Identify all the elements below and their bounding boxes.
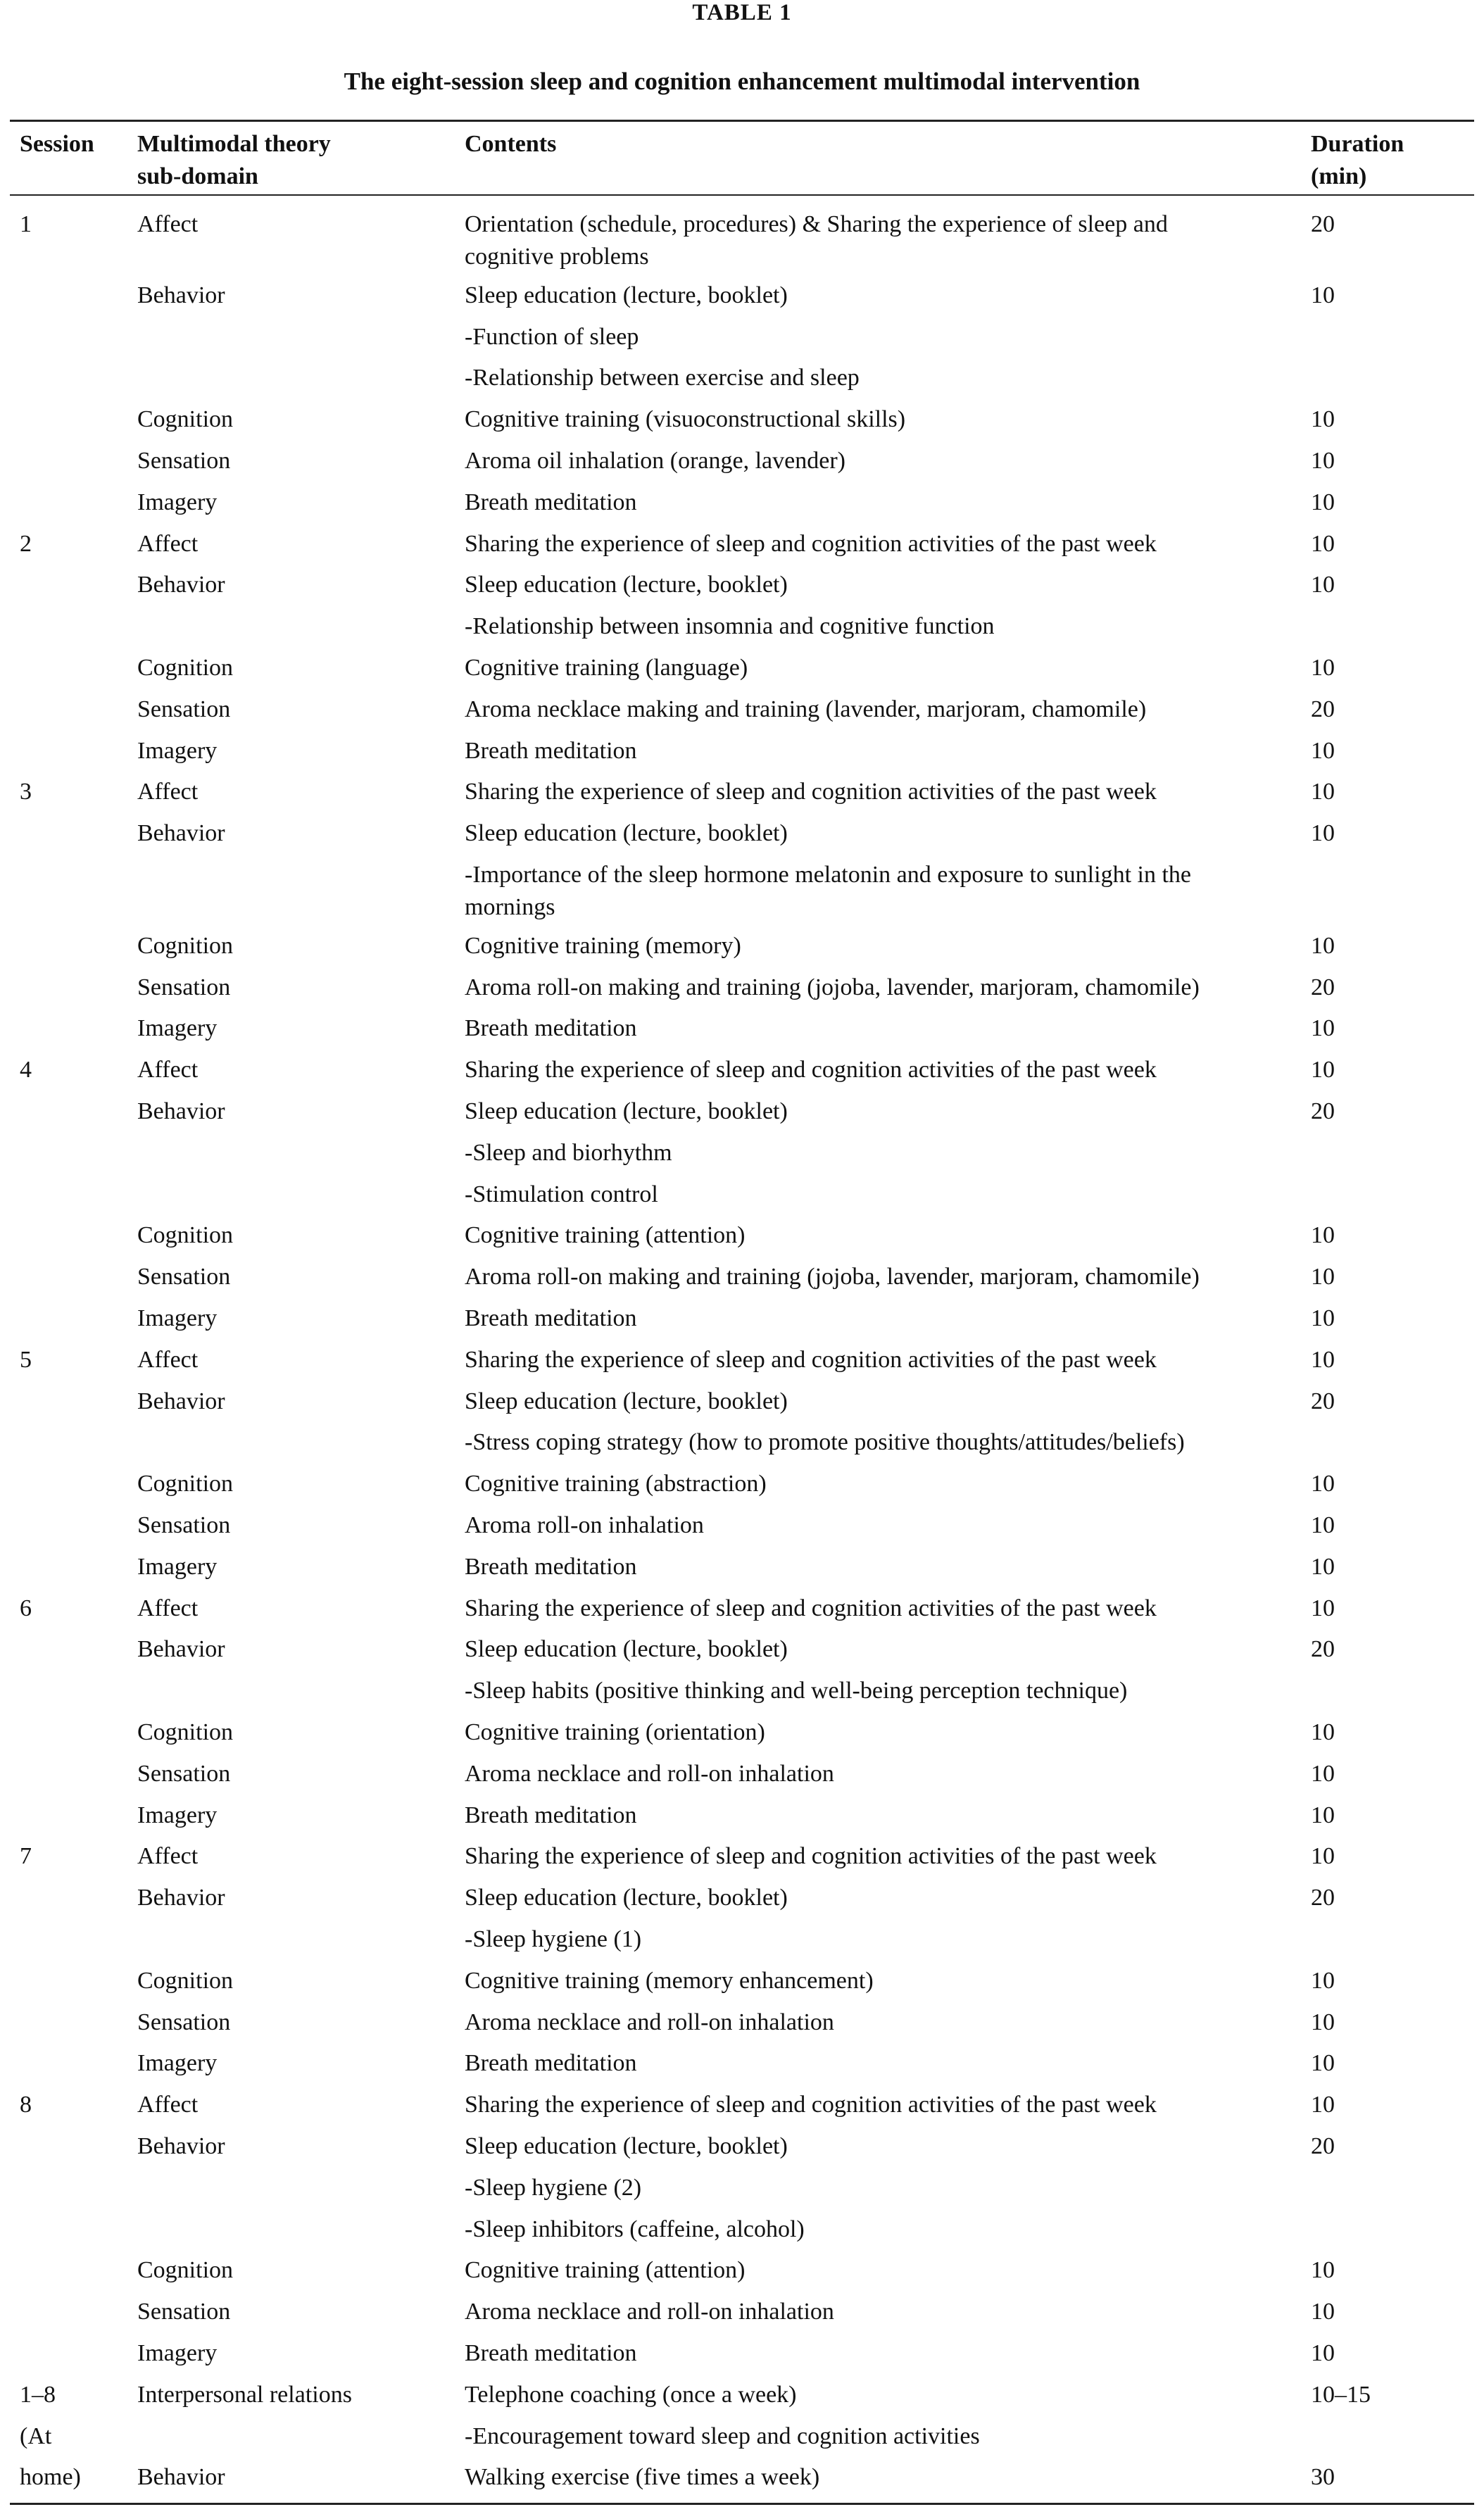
cell-contents: Sharing the experience of sleep and cognition activities of the past week [465, 1346, 1157, 1373]
bottom-rule [10, 2503, 1474, 2505]
cell-duration: 10 [1311, 448, 1335, 474]
cell-domain: Sensation [137, 2299, 231, 2325]
cell-duration: 10 [1311, 1346, 1335, 1373]
cell-duration: 10 [1311, 1553, 1335, 1580]
cell-duration: 10 [1311, 1471, 1335, 1497]
cell-contents: Aroma necklace and roll-on inhalation [465, 2299, 834, 2325]
cell-contents: -Sleep hygiene (1) [465, 1926, 642, 1952]
cell-duration: 10 [1311, 820, 1335, 847]
cell-domain: Behavior [137, 572, 225, 598]
cell-domain: Cognition [137, 655, 234, 681]
cell-contents: Sleep education (lecture, booklet) [465, 282, 788, 308]
cell-duration: 10 [1311, 737, 1335, 764]
cell-duration: 10 [1311, 2009, 1335, 2035]
cell-session: 8 [20, 2092, 32, 2118]
cell-session: 7 [20, 1843, 32, 1870]
cell-domain: Sensation [137, 974, 231, 1000]
cell-contents: Sleep education (lecture, booklet) [465, 820, 788, 847]
cell-domain: Behavior [137, 1098, 225, 1124]
cell-session: 6 [20, 1595, 32, 1621]
cell-duration: 10–15 [1311, 2381, 1371, 2408]
cell-duration: 10 [1311, 1305, 1335, 1331]
cell-duration: 20 [1311, 1636, 1335, 1663]
cell-contents: Aroma roll-on making and training (jojoba, lavender, marjoram, chamomile) [465, 1264, 1200, 1290]
cell-duration: 10 [1311, 779, 1335, 805]
cell-duration: 20 [1311, 2133, 1335, 2159]
cell-domain: Affect [137, 530, 199, 557]
cell-contents: Telephone coaching (once a week) [465, 2381, 797, 2408]
cell-contents: Sharing the experience of sleep and cognition activities of the past week [465, 2092, 1157, 2118]
cell-session: 5 [20, 1346, 32, 1373]
cell-duration: 10 [1311, 932, 1335, 959]
cell-contents: Breath meditation [465, 1553, 637, 1580]
cell-domain: Affect [137, 779, 199, 805]
cell-contents: -Function of sleep [465, 323, 639, 350]
cell-duration: 20 [1311, 974, 1335, 1000]
header-duration-line-2: (min) [1311, 163, 1367, 189]
cell-domain: Affect [137, 1346, 199, 1373]
cell-contents: Cognitive training (memory enhancement) [465, 1967, 874, 1994]
cell-contents: Sleep education (lecture, booklet) [465, 1098, 788, 1124]
cell-domain: Behavior [137, 282, 225, 308]
cell-domain: Sensation [137, 696, 231, 722]
cell-contents: -Relationship between insomnia and cognitive function [465, 613, 995, 640]
cell-duration: 10 [1311, 2299, 1335, 2325]
cell-contents: Aroma necklace making and training (lavender, marjoram, chamomile) [465, 696, 1147, 722]
cell-contents: Aroma necklace and roll-on inhalation [465, 2009, 834, 2035]
cell-domain: Imagery [137, 489, 218, 515]
cell-contents: Breath meditation [465, 489, 637, 515]
cell-contents: Sleep education (lecture, booklet) [465, 1388, 788, 1414]
cell-session: 1 [20, 211, 32, 237]
cell-contents: Sharing the experience of sleep and cognition activities of the past week [465, 1057, 1157, 1083]
cell-contents: Cognitive training (orientation) [465, 1719, 765, 1745]
cell-domain: Affect [137, 2092, 199, 2118]
cell-duration: 10 [1311, 2340, 1335, 2366]
cell-contents: Sleep education (lecture, booklet) [465, 1885, 788, 1911]
cell-session: 1–8 [20, 2381, 56, 2408]
cell-domain: Imagery [137, 1553, 218, 1580]
cell-domain: Cognition [137, 1719, 234, 1745]
cell-contents: -Relationship between exercise and sleep [465, 365, 860, 391]
header-domain-line-2: sub-domain [137, 163, 258, 189]
cell-domain: Affect [137, 1595, 199, 1621]
cell-domain: Cognition [137, 1471, 234, 1497]
cell-domain: Affect [137, 211, 199, 237]
cell-domain: Affect [137, 1057, 199, 1083]
cell-duration: 10 [1311, 1057, 1335, 1083]
cell-contents: Sleep education (lecture, booklet) [465, 572, 788, 598]
cell-contents: -Encouragement toward sleep and cognition activities [465, 2423, 980, 2449]
cell-contents: -Sleep and biorhythm [465, 1139, 672, 1166]
cell-domain: Behavior [137, 820, 225, 847]
cell-contents: -Sleep habits (positive thinking and well-being perception technique) [465, 1678, 1128, 1704]
cell-duration: 10 [1311, 1015, 1335, 1042]
cell-contents: Breath meditation [465, 1802, 637, 1828]
cell-duration: 10 [1311, 1595, 1335, 1621]
cell-session: (At [20, 2423, 52, 2449]
table-title: The eight-session sleep and cognition enhancement multimodal intervention [344, 68, 1140, 95]
cell-contents: Aroma roll-on inhalation [465, 1512, 704, 1538]
cell-domain: Imagery [137, 2050, 218, 2077]
cell-contents: Sleep education (lecture, booklet) [465, 1636, 788, 1663]
cell-duration: 10 [1311, 1264, 1335, 1290]
cell-duration: 10 [1311, 572, 1335, 598]
cell-contents: Breath meditation [465, 2340, 637, 2366]
cell-domain: Cognition [137, 932, 234, 959]
cell-duration: 10 [1311, 1967, 1335, 1994]
cell-duration: 10 [1311, 655, 1335, 681]
cell-domain: Imagery [137, 1015, 218, 1042]
cell-domain: Sensation [137, 1512, 231, 1538]
cell-contents: Cognitive training (language) [465, 655, 748, 681]
cell-duration: 20 [1311, 696, 1335, 722]
cell-contents: -Importance of the sleep hormone melatonin and exposure to sunlight in the mornings [465, 862, 1192, 920]
cell-duration: 10 [1311, 1222, 1335, 1249]
cell-domain: Behavior [137, 1636, 225, 1663]
cell-duration: 10 [1311, 2050, 1335, 2077]
cell-domain: Cognition [137, 1222, 234, 1249]
header-contents: Contents [465, 131, 557, 157]
cell-domain: Behavior [137, 2133, 225, 2159]
cell-contents: Breath meditation [465, 737, 637, 764]
cell-duration: 10 [1311, 1843, 1335, 1870]
cell-domain: Imagery [137, 737, 218, 764]
cell-contents: -Sleep hygiene (2) [465, 2174, 642, 2201]
cell-domain: Cognition [137, 2257, 234, 2284]
cell-domain: Cognition [137, 406, 234, 433]
header-domain-line-1: Multimodal theory [137, 131, 331, 157]
cell-domain: Behavior [137, 1388, 225, 1414]
cell-contents: Sharing the experience of sleep and cognition activities of the past week [465, 1595, 1157, 1621]
cell-domain: Interpersonal relations [137, 2381, 352, 2408]
cell-domain: Sensation [137, 2009, 231, 2035]
cell-domain: Affect [137, 1843, 199, 1870]
cell-domain: Imagery [137, 2340, 218, 2366]
cell-duration: 20 [1311, 1388, 1335, 1414]
cell-duration: 10 [1311, 1802, 1335, 1828]
cell-duration: 10 [1311, 1760, 1335, 1787]
cell-contents: Cognitive training (abstraction) [465, 1471, 767, 1497]
cell-contents: Breath meditation [465, 1305, 637, 1331]
cell-duration: 10 [1311, 406, 1335, 433]
cell-contents: Sleep education (lecture, booklet) [465, 2133, 788, 2159]
cell-duration: 10 [1311, 530, 1335, 557]
table-label: TABLE 1 [692, 0, 792, 25]
cell-contents: Sharing the experience of sleep and cognition activities of the past week [465, 1843, 1157, 1870]
cell-duration: 10 [1311, 489, 1335, 515]
cell-contents: Cognitive training (memory) [465, 932, 741, 959]
cell-contents: Walking exercise (five times a week) [465, 2464, 820, 2491]
cell-duration: 20 [1311, 1098, 1335, 1124]
cell-contents: Aroma roll-on making and training (jojoba, lavender, marjoram, chamomile) [465, 974, 1200, 1000]
cell-duration: 10 [1311, 1512, 1335, 1538]
cell-domain: Sensation [137, 1264, 231, 1290]
cell-contents: Sharing the experience of sleep and cognition activities of the past week [465, 779, 1157, 805]
cell-duration: 10 [1311, 2257, 1335, 2284]
header-duration-line-1: Duration [1311, 131, 1404, 157]
cell-domain: Sensation [137, 448, 231, 474]
header-session: Session [20, 131, 94, 157]
cell-duration: 10 [1311, 2092, 1335, 2118]
cell-contents: Cognitive training (visuoconstructional skills) [465, 406, 906, 433]
cell-contents: -Stress coping strategy (how to promote positive thoughts/attitudes/beliefs) [465, 1429, 1185, 1456]
cell-contents: Aroma oil inhalation (orange, lavender) [465, 448, 845, 474]
cell-session: 3 [20, 779, 32, 805]
cell-session: 4 [20, 1057, 32, 1083]
cell-contents: Aroma necklace and roll-on inhalation [465, 1760, 834, 1787]
cell-contents: Cognitive training (attention) [465, 1222, 746, 1249]
cell-contents: Sharing the experience of sleep and cognition activities of the past week [465, 530, 1157, 557]
cell-duration: 20 [1311, 211, 1335, 237]
cell-duration: 30 [1311, 2464, 1335, 2491]
cell-session: home) [20, 2464, 81, 2491]
cell-domain: Behavior [137, 1885, 225, 1911]
cell-domain: Imagery [137, 1305, 218, 1331]
cell-contents: -Sleep inhibitors (caffeine, alcohol) [465, 2216, 805, 2242]
cell-duration: 20 [1311, 1885, 1335, 1911]
cell-domain: Behavior [137, 2464, 225, 2491]
cell-domain: Sensation [137, 1760, 231, 1787]
cell-duration: 10 [1311, 1719, 1335, 1745]
cell-domain: Cognition [137, 1967, 234, 1994]
cell-duration: 10 [1311, 282, 1335, 308]
cell-contents: -Stimulation control [465, 1181, 658, 1207]
cell-contents: Cognitive training (attention) [465, 2257, 746, 2284]
cell-session: 2 [20, 530, 32, 557]
cell-contents: Orientation (schedule, procedures) & Sharing the experience of sleep and cognitive problems [465, 211, 1168, 270]
cell-contents: Breath meditation [465, 2050, 637, 2077]
cell-domain: Imagery [137, 1802, 218, 1828]
cell-contents: Breath meditation [465, 1015, 637, 1042]
